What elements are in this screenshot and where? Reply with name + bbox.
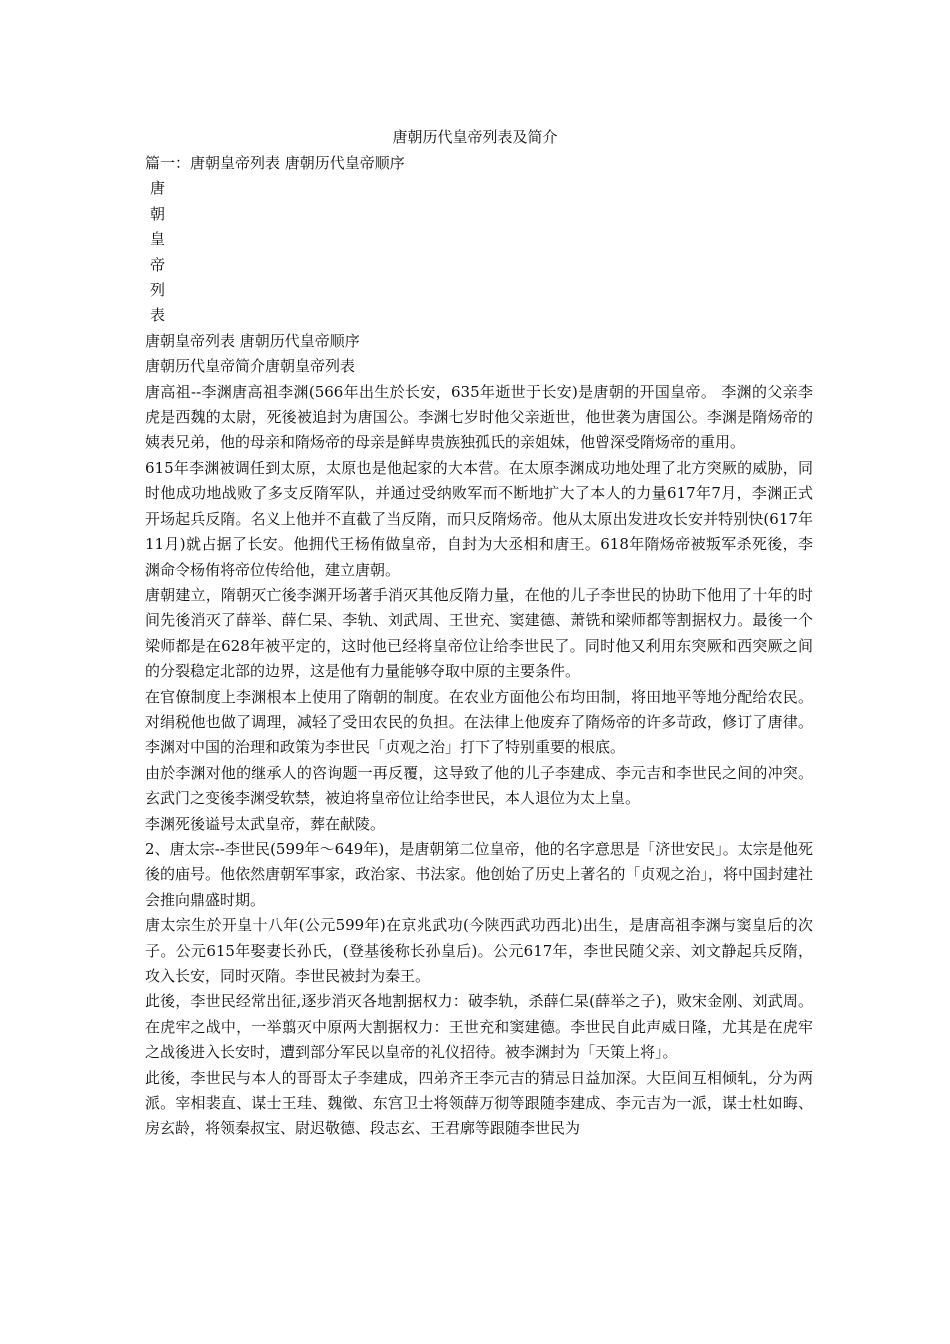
document-body <box>145 151 813 1142</box>
vertical-char: 朝 <box>150 204 166 223</box>
vertical-char: 皇 <box>150 230 166 249</box>
paragraph: 615年李渊被调任到太原，太原也是他起家的大本营。在太原李渊成功地处理了北方突厥的威胁，同时他成功地战败了多支反隋军队，并通过受纳败军而不断地扩大了本人的力量617年7月，李渊正式开场起兵反隋。名义上他并不直截了当反隋，而只反隋炀帝。他从太原出发进攻长安并特别快(617年11月)就占据了长安。他拥代王杨侑做皇帝，自封为大丞相和唐王。618年隋炀帝被叛军杀死後，李渊命令杨侑将帝位传给他，建立唐朝。 <box>145 458 813 579</box>
paragraph: 2、唐太宗--李世民(599年～649年)，是唐朝第二位皇帝，他的名字意思是「济世安民」。太宗是他死後的庙号。他依然唐朝军事家，政治家、书法家。他创始了历史上著名的「贞观之治」，将中国封建社会推向鼎盛时期。 <box>145 839 813 909</box>
sub-heading-line: 唐朝历代皇帝简介唐朝皇帝列表 <box>145 357 356 376</box>
vertical-char: 列 <box>150 281 166 300</box>
paragraph: 在官僚制度上李渊根本上使用了隋朝的制度。在农业方面他公布均田制，将田地平等地分配给农民。对绢税他也做了调理，减轻了受田农民的负担。在法律上他废弃了隋炀帝的许多苛政，修订了唐律。李渊对中国的治理和政策为李世民「贞观之治」打下了特别重要的根底。 <box>145 687 813 757</box>
paragraph: 此後，李世民经常出征,逐步消灭各地割据权力：破李轨，杀薛仁杲(薛举之子)，败宋金刚、刘武周。在虎牢之战中，一举翦灭中原两大割据权力：王世充和窦建德。李世民自此声威日隆，尤其是在虎牢之战後进入长安时，遭到部分军民以皇帝的礼仪招待。被李渊封为「天策上将」。 <box>145 992 813 1062</box>
document-title: 唐朝历代皇帝列表及简介 <box>392 128 558 146</box>
paragraph: 唐高祖--李渊唐高祖李渊(566年出生於长安，635年逝世于长安)是唐朝的开国皇帝。 李渊的父亲李虎是西魏的太尉，死後被追封为唐国公。李渊七岁时他父亲逝世，他世袭为唐国公。李渊是隋炀帝的姨表兄弟，他的母亲和隋炀帝的母亲是鲜卑贵族独孤氏的亲姐妹，他曾深受隋炀帝的重用。 <box>145 382 813 452</box>
paragraph: 由於李渊对他的继承人的咨询题一再反覆，这导致了他的儿子李建成、李元吉和李世民之间的冲突。玄武门之变後李渊受软禁，被迫将皇帝位让给李世民，本人退位为太上皇。 <box>145 763 813 808</box>
vertical-char: 唐 <box>150 179 166 198</box>
section-heading: 篇一：唐朝皇帝列表 唐朝历代皇帝顺序 <box>145 154 405 172</box>
paragraph: 唐太宗生於开皇十八年(公元599年)在京兆武功(今陕西武功西北)出生，是唐高祖李渊与窦皇后的次子。公元615年娶妻长孙氏，(登基後称长孙皇后)。公元617年，李世民随父亲、刘文静起兵反隋，攻入长安，同时灭隋。李世民被封为秦王。 <box>145 916 813 985</box>
sub-heading-line: 唐朝皇帝列表 唐朝历代皇帝顺序 <box>145 331 360 350</box>
paragraph: 此後，李世民与本人的哥哥太子李建成，四弟齐王李元吉的猜忌日益加深。大臣间互相倾轧，分为两派。宰相裴直、谋士王珪、魏徵、东宫卫士将领薛万彻等跟随李建成、李元吉为一派，谋士杜如晦、房玄龄，将领秦叔宝、尉迟敬德、段志玄、王君廓等跟随李世民为 <box>145 1068 813 1138</box>
paragraph: 李渊死後谥号太武皇帝，葬在献陵。 <box>145 814 386 833</box>
vertical-char: 帝 <box>150 255 166 274</box>
vertical-char: 表 <box>150 306 166 325</box>
paragraph: 唐朝建立，隋朝灭亡後李渊开场著手消灭其他反隋力量，在他的儿子李世民的协助下他用了十年的时间先後消灭了薛举、薛仁杲、李轨、刘武周、王世充、窦建德、萧铣和梁师都等割据权力。最後一个梁师都是在628年被平定的，这时他已经将皇帝位让给李世民了。同时他又利用东突厥和西突厥之间的分裂稳定北部的边界，这是他有力量能够夺取中原的主要条件。 <box>145 585 813 681</box>
